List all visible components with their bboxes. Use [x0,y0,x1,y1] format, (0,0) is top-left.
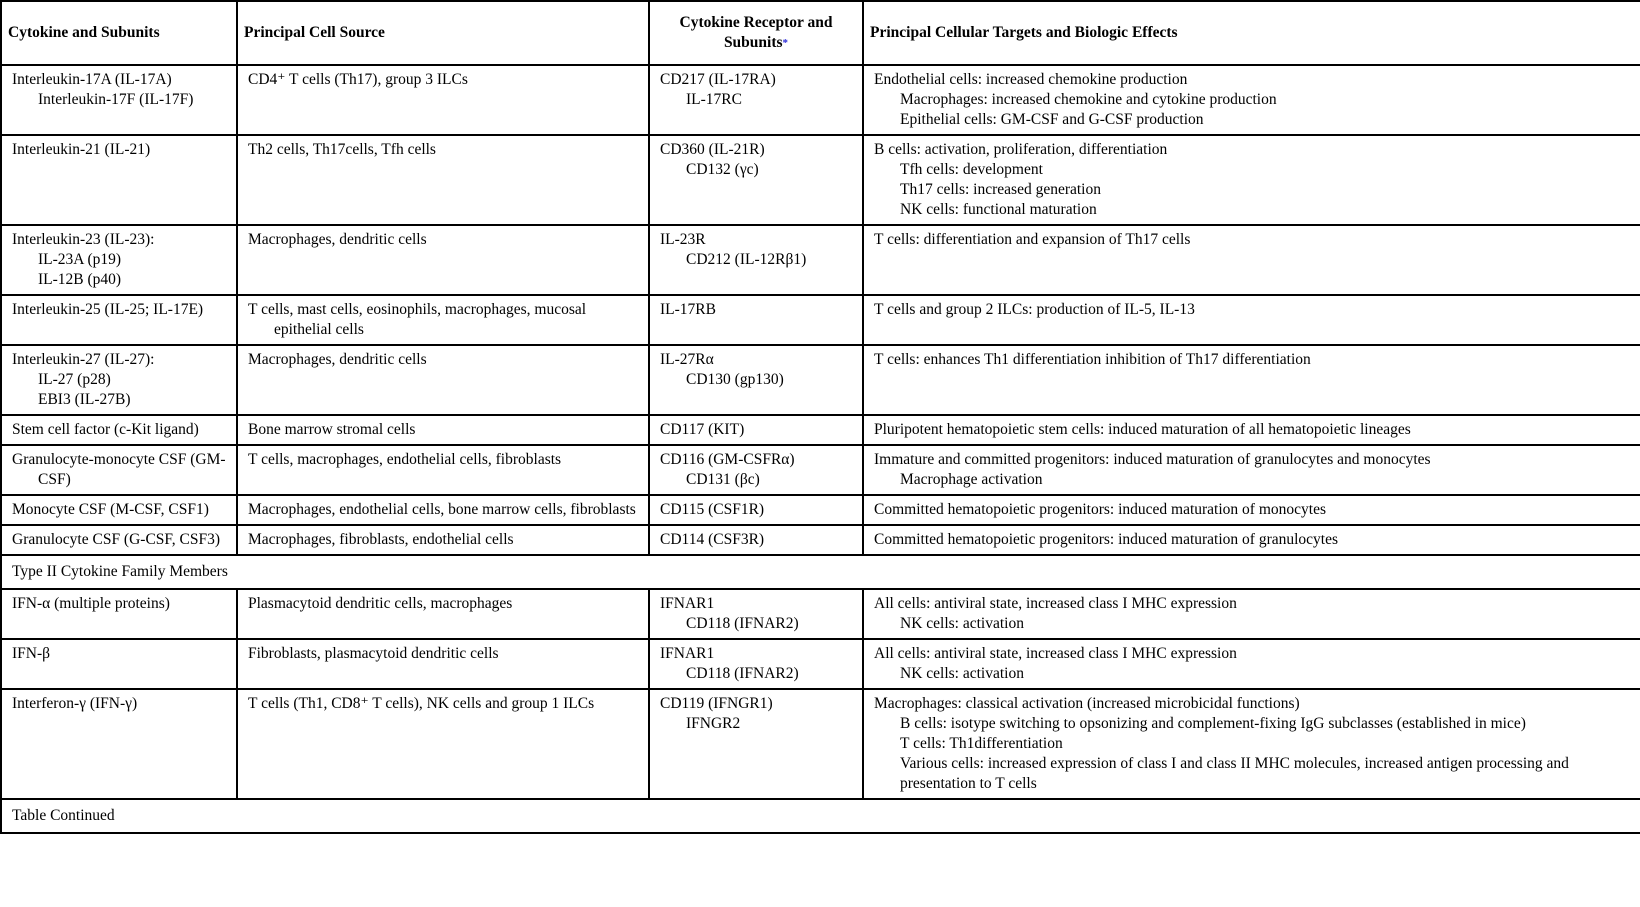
cell-line: Interleukin-27 (IL-27): [12,351,155,368]
cell-line: Interleukin-21 (IL-21) [12,141,151,158]
source-text: CD4⁺ T cells (Th17), group 3 ILCs [248,71,468,88]
target-line: Macrophages: increased chemokine and cytokine production [900,91,1277,108]
cytokine-cell [1,135,237,225]
targets-cell [863,589,1640,639]
cell-line: CD115 (CSF1R) [660,501,765,518]
target-line: Committed hematopoietic progenitors: induced maturation of monocytes [874,501,1326,518]
targets-cell [863,415,1640,445]
cytokine-cell [1,689,237,799]
source-cell [237,495,649,525]
receptor-cell [649,525,863,555]
cell-line: CD119 (IFNGR1) [660,695,773,712]
target-line: Immature and committed progenitors: induced maturation of granulocytes and monocytes [874,451,1431,468]
source-cell [237,589,649,639]
target-line: T cells: Th1differentiation [900,735,1063,752]
table-row [1,445,1640,495]
cell-line: Interleukin-17F (IL-17F) [38,91,194,108]
cell-line: Granulocyte CSF (G-CSF, CSF3) [12,531,221,548]
source-text: Macrophages, fibroblasts, endothelial cells [248,531,514,548]
receptor-cell [649,225,863,295]
table-row [1,295,1640,345]
receptor-cell [649,639,863,689]
source-text: Macrophages, endothelial cells, bone marrow cells, fibroblasts [248,501,636,518]
target-line: All cells: antiviral state, increased class I MHC expression [874,645,1237,662]
cell-line: IL-27Rα [660,351,714,368]
header-source: Principal Cell Source [237,1,649,65]
source-cell [237,689,649,799]
cytokine-cell [1,295,237,345]
cell-line: CD116 (GM-CSFRα) [660,451,795,468]
source-cell [237,345,649,415]
cell-line: CD217 (IL-17RA) [660,71,776,88]
cell-line: IL-17RC [686,91,742,108]
receptor-cell [649,589,863,639]
target-line: T cells and group 2 ILCs: production of IL-5, IL-13 [874,301,1195,318]
cell-line: Monocyte CSF (M-CSF, CSF1) [12,501,209,518]
cell-line: Interferon-γ (IFN-γ) [12,695,138,712]
cell-line: Interleukin-17A (IL-17A) [12,71,172,88]
target-line: All cells: antiviral state, increased class I MHC expression [874,595,1237,612]
source-cell [237,225,649,295]
targets-cell [863,445,1640,495]
target-line: T cells: differentiation and expansion of Th17 cells [874,231,1191,248]
header-cytokine: Cytokine and Subunits [1,1,237,65]
cell-line: IL-12B (p40) [38,271,122,288]
cell-line: CD360 (IL-21R) [660,141,765,158]
target-line: Various cells: increased expression of class I and class II MHC molecules, increased antigen processing and presentation to T cells [900,755,1569,792]
header-row [1,1,1640,65]
section-row [1,555,1640,589]
cytokine-cell [1,589,237,639]
cell-line: CD132 (γc) [686,161,759,178]
table-continued-note: Table Continued [1,799,1640,833]
table-row [1,345,1640,415]
cell-line: IL-23R [660,231,706,248]
cell-line: CD117 (KIT) [660,421,745,438]
target-line: B cells: activation, proliferation, differentiation [874,141,1168,158]
table-row [1,135,1640,225]
source-text: T cells, mast cells, eosinophils, macrophages, mucosal epithelial cells [248,301,587,338]
header-receptor-cell [649,1,863,65]
source-text: Plasmacytoid dendritic cells, macrophages [248,595,513,612]
source-cell [237,295,649,345]
receptor-cell [649,445,863,495]
target-line: T cells: enhances Th1 differentiation inhibition of Th17 differentiation [874,351,1311,368]
cell-line: Granulocyte-monocyte CSF (GM-CSF) [12,451,226,488]
targets-cell [863,345,1640,415]
table-row [1,689,1640,799]
receptor-cell [649,295,863,345]
targets-cell [863,65,1640,135]
targets-cell [863,525,1640,555]
source-cell [237,415,649,445]
table-row [1,225,1640,295]
receptor-cell [649,689,863,799]
cell-line: Stem cell factor (c-Kit ligand) [12,421,199,438]
source-text: Macrophages, dendritic cells [248,231,427,248]
cell-line: CD212 (IL-12Rβ1) [686,251,807,268]
footnote-marker[interactable]: * [782,37,789,49]
source-text: Th2 cells, Th17cells, Tfh cells [248,141,436,158]
target-line: Macrophages: classical activation (increased microbicidal functions) [874,695,1300,712]
target-line: Epithelial cells: GM-CSF and G-CSF production [900,111,1204,128]
cell-line: IFN-β [12,645,51,662]
target-line: Committed hematopoietic progenitors: induced maturation of granulocytes [874,531,1339,548]
header-receptor: Cytokine Receptor and Subunits [679,14,833,51]
targets-cell [863,495,1640,525]
cell-line: IFNAR1 [660,595,715,612]
cell-line: CD131 (βc) [686,471,760,488]
target-line: Macrophage activation [900,471,1043,488]
cell-line: EBI3 (IL-27B) [38,391,131,408]
cell-line: CD130 (gp130) [686,371,784,388]
cytokine-cell [1,65,237,135]
receptor-cell [649,415,863,445]
source-text: Bone marrow stromal cells [248,421,416,438]
source-text: T cells (Th1, CD8⁺ T cells), NK cells and group 1 ILCs [248,695,595,712]
cell-line: IFN-α (multiple proteins) [12,595,170,612]
cell-line: CD118 (IFNAR2) [686,665,799,682]
cytokine-cell [1,495,237,525]
table-row [1,495,1640,525]
cell-line: IL-17RB [660,301,716,318]
target-line: Tfh cells: development [900,161,1043,178]
header-targets: Principal Cellular Targets and Biologic Effects [863,1,1640,65]
footer-row [1,799,1640,833]
targets-cell [863,225,1640,295]
cell-line: IFNGR2 [686,715,741,732]
cell-line: CD114 (CSF3R) [660,531,765,548]
table-row [1,525,1640,555]
source-cell [237,445,649,495]
cell-line: CD118 (IFNAR2) [686,615,799,632]
cell-line: IFNAR1 [660,645,715,662]
cytokine-cell [1,415,237,445]
cell-line: IL-27 (p28) [38,371,111,388]
cell-line: Interleukin-23 (IL-23): [12,231,155,248]
cytokine-cell [1,445,237,495]
targets-cell [863,135,1640,225]
target-line: NK cells: activation [900,665,1024,682]
target-line: Pluripotent hematopoietic stem cells: induced maturation of all hematopoietic lineages [874,421,1411,438]
table-row [1,589,1640,639]
targets-cell [863,689,1640,799]
cytokine-cell [1,525,237,555]
receptor-cell [649,345,863,415]
cytokine-cell [1,639,237,689]
receptor-cell [649,135,863,225]
targets-cell [863,639,1640,689]
receptor-cell [649,65,863,135]
source-cell [237,135,649,225]
target-line: NK cells: activation [900,615,1024,632]
source-cell [237,639,649,689]
cytokine-cell [1,345,237,415]
source-text: Macrophages, dendritic cells [248,351,427,368]
table-row [1,415,1640,445]
source-cell [237,65,649,135]
table-row [1,639,1640,689]
cell-line: IL-23A (p19) [38,251,122,268]
cell-line: Interleukin-25 (IL-25; IL-17E) [12,301,204,318]
target-line: Th17 cells: increased generation [900,181,1101,198]
targets-cell [863,295,1640,345]
source-text: T cells, macrophages, endothelial cells, fibroblasts [248,451,562,468]
section-type2-title: Type II Cytokine Family Members [1,555,1640,589]
cytokine-cell [1,225,237,295]
table-row [1,65,1640,135]
target-line: NK cells: functional maturation [900,201,1097,218]
target-line: B cells: isotype switching to opsonizing and complement-fixing IgG subclasses (established in mice) [900,715,1526,732]
source-cell [237,525,649,555]
target-line: Endothelial cells: increased chemokine production [874,71,1188,88]
receptor-cell [649,495,863,525]
source-text: Fibroblasts, plasmacytoid dendritic cells [248,645,499,662]
